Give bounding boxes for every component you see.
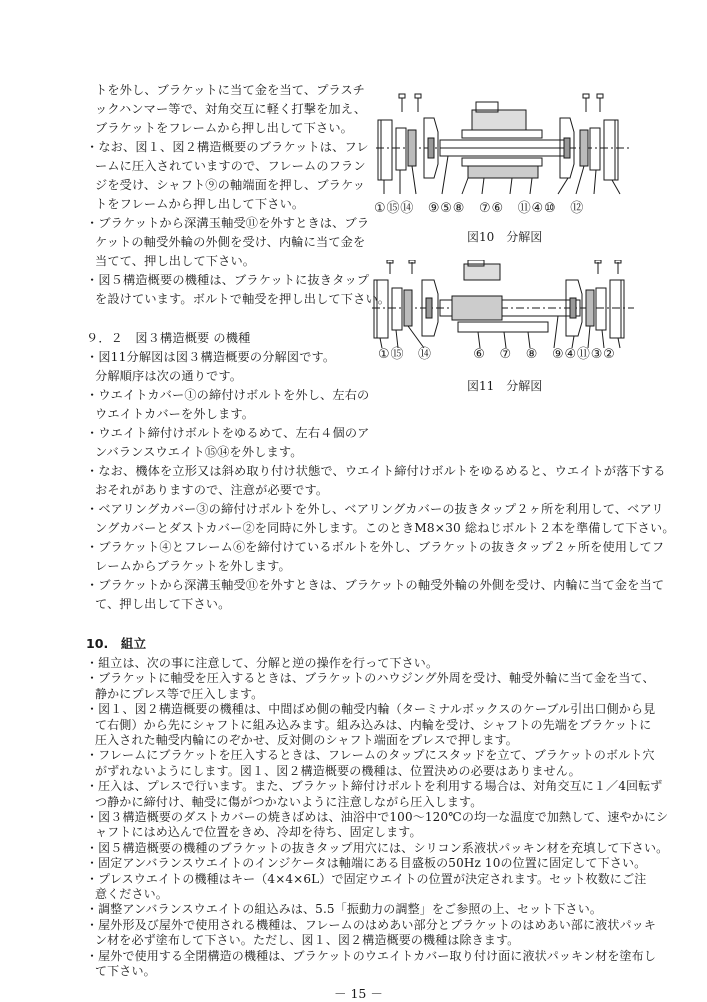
text-line: ケットの軸受外輪の外側を受け、内輪に当て金を <box>95 235 366 249</box>
text-line: ・ブラケットに軸受を圧入するときは、ブラケットのハウジング外周を受け、軸受外輪に当て金を当て、 <box>86 671 655 686</box>
figure-10-caption: 図10 分解図 <box>467 230 543 244</box>
text-line: 当てて、押し出して下さい。 <box>95 254 256 268</box>
text-line: ングカバーとダストカバー②を同時に外します。このときM8×30 総ねじボルト２本を準備して下さい。 <box>95 521 675 535</box>
figure-11-callouts: ①⑮ ⑭ ⑥ ⑦ ⑧ ⑨④⑪③② <box>378 347 616 362</box>
text-line: ・なお、機体を立形又は斜め取り付け状態で、ウエイト締付けボルトをゆるめると、ウエイトが落下する <box>86 464 666 478</box>
text-line: ・なお、図１、図２構造概要のブラケットは、フレ <box>86 140 369 154</box>
text-line: ン材を必ず塗布して下さい。ただし、図１、図２構造概要の機種は除きます。 <box>95 933 520 948</box>
text-line: て下さい。 <box>95 964 156 978</box>
text-line: おそれがありますので、注意が必要です。 <box>95 483 329 497</box>
section-heading-9-2: ９．２ 図３構造概要 の機種 <box>86 331 251 345</box>
text-line: て右側）から先にシャフトに組み込みます。組み込みは、内輪を受け、シャフトの先端をブラケットに <box>95 717 652 732</box>
figure-10-drawing <box>372 90 634 200</box>
text-line: つ静かに締付け、軸受に傷がつかないように注意しながら圧入します。 <box>95 794 483 809</box>
text-line: ブラケットをフレームから押し出して下さい。 <box>95 121 353 135</box>
text-line: 圧入された軸受内輪にのぞかせ、反対側のシャフト端面をプレスで押します。 <box>95 733 518 747</box>
text-line: ジを受け、シャフト⑨の軸端面を押し、ブラケッ <box>95 178 366 192</box>
text-line: ・プレスウエイトの機種はキー（4×4×6L）で固定ウエイトの位置が決定されます。セット枚数にご注 <box>86 871 647 886</box>
text-line: ・図11分解図は図３構造概要の分解図です。 <box>86 350 336 364</box>
text-line: ・フレームにブラケットを圧入するときは、フレームのタップにスタッドを立て、ブラケットのボルト穴 <box>86 748 655 763</box>
text-line: ・図５構造概要の機種は、ブラケットに抜きタップ <box>86 273 370 287</box>
text-line: ャフトにはめ込んで位置をきめ、冷却を待ち、固定します。 <box>95 825 422 840</box>
text-line: ・調整アンバランスウエイトの組込みは、5.5「振動力の調整」をご参照の上、セット下さい。 <box>86 902 603 917</box>
text-line: ックハンマー等で、対角交互に軽く打撃を加え、 <box>95 102 367 116</box>
figure-11-drawing <box>368 260 638 350</box>
text-line: ・図１、図２構造概要の機種は、中間ばめ側の軸受内輪（ターミナルボックスのケーブル引出口側から見 <box>86 702 656 717</box>
text-line: を設けています。ボルトで軸受を押し出して下さい。 <box>95 292 391 306</box>
text-line: トをフレームから押し出して下さい。 <box>95 197 305 211</box>
figure-11-exploded-view <box>368 260 638 350</box>
text-line: がずれないようにします。図１、図２構造概要の機種は、位置決めの必要はありません。 <box>95 763 581 778</box>
text-line: ・組立は、次の事に注意して、分解と逆の操作を行って下さい。 <box>86 656 439 670</box>
figure-10-callouts: ①⑮⑭ ⑨⑤⑧ ⑦⑥ ⑪④⑩ ⑫ <box>374 201 585 216</box>
text-line: ・ブラケット④とフレーム⑥を締付けているボルトを外し、ブラケットの抜きタップ２ヶ所を使用してフ <box>86 540 665 554</box>
text-line: 意ください。 <box>95 887 168 901</box>
text-line: ・圧入は、プレスで行います。また、ブラケット締付けボルトを利用する場合は、対角交互に１／4回転ず <box>86 779 663 794</box>
figure-11-caption: 図11 分解図 <box>467 379 543 393</box>
text-line: トを外し、ブラケットに当て金を当て、プラスチ <box>95 83 365 97</box>
text-line: ・ブラケットから深溝玉軸受⑪を外すときは、ブラケットの軸受外輪の外側を受け、内輪に当て金を当て <box>86 578 665 592</box>
text-line: ・ウエイト締付けボルトをゆるめて、左右４個のア <box>86 426 370 440</box>
text-line: ・ウエイトカバー①の締付けボルトを外し、左右の <box>86 388 370 402</box>
text-line: ・屋外で使用する全閉構造の機種は、ブラケットのウエイトカバー取り付け面に液状パッキン材を塗布し <box>86 948 656 963</box>
text-line: ・図３構造概要のダストカバーの焼きばめは、油浴中で100～120℃の均一な温度で加熱して、速やかにシ <box>86 810 669 824</box>
text-line: て、押し出して下さい。 <box>95 597 231 611</box>
text-line: 静かにプレス等で圧入します。 <box>95 686 264 701</box>
text-line: ・ブラケットから深溝玉軸受⑪を外すときは、ブラ <box>86 216 370 230</box>
text-line: ・図５構造概要の機種のブラケットの抜きタップ用穴には、シリコン系液状パッキン材を充填して下さい。 <box>86 840 669 855</box>
page-number: － 15 － <box>334 986 383 1001</box>
text-line: ウエイトカバーを外します。 <box>95 407 255 421</box>
text-line: ・ベアリングカバー③の締付けボルトを外し、ベアリングカバーの抜きタップ２ヶ所を利用して、ベアリ <box>86 502 664 516</box>
text-line: ンバランスウエイト⑮⑭を外します。 <box>95 445 303 459</box>
text-line: 分解順序は次の通りです。 <box>95 369 243 383</box>
text-line: ・固定アンバランスウエイトのインジケータは軸端にある目盛板の50Hz 10の位置に固定して下さい。 <box>86 856 647 871</box>
text-line: レームからブラケットを外します。 <box>95 559 291 573</box>
text-line: ・屋外形及び屋外で使用される機種は、フレームのはめあい部分とブラケットのはめあい部に液状パッキ <box>86 917 656 932</box>
section-heading-10: 10. 組立 <box>86 636 147 651</box>
figure-10-exploded-view <box>372 90 634 200</box>
text-line: ームに圧入されていますので、フレームのフラン <box>95 159 366 173</box>
